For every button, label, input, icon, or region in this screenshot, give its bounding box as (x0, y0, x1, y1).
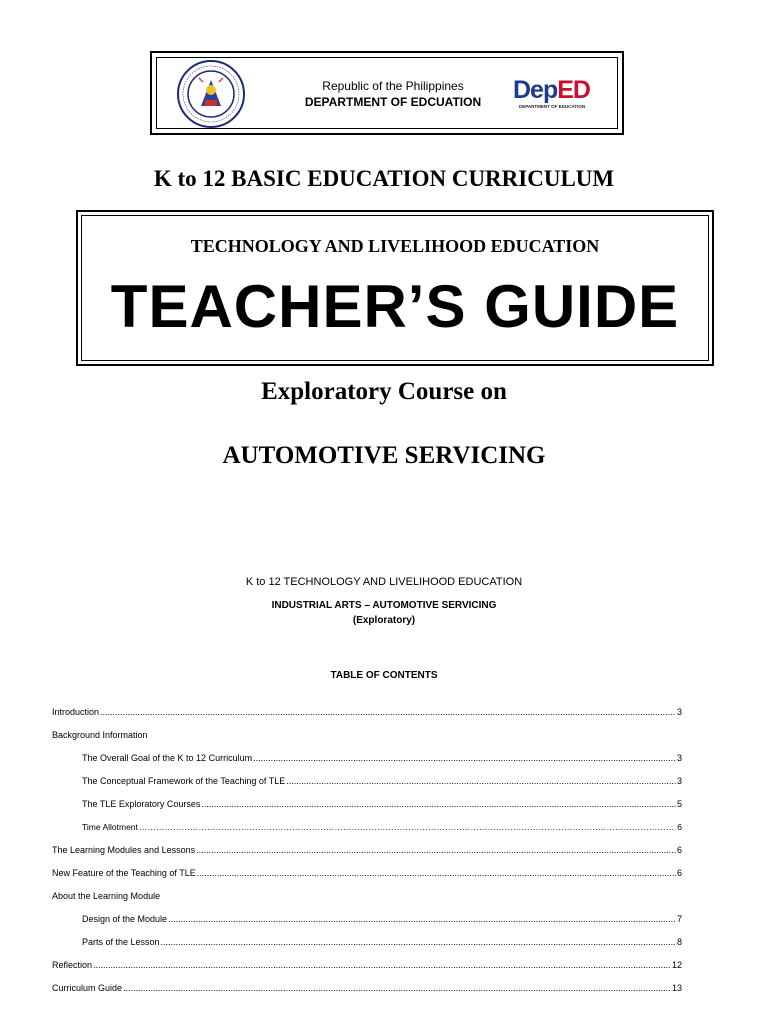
program-title: K to 12 TECHNOLOGY AND LIVELIHOOD EDUCATION (245, 576, 523, 588)
toc-leader (100, 705, 676, 719)
toc-entry-label: The Conceptual Framework of the Teaching of TLE (82, 776, 286, 786)
deped-logo-subtext: DEPARTMENT OF EDUCATION (519, 104, 586, 109)
title-box (76, 210, 714, 366)
toc-leader (161, 935, 676, 949)
kagawaran-ng-edukasyon-seal-icon (177, 60, 245, 128)
toc-leader (253, 751, 676, 765)
toc-entry[interactable] (82, 797, 682, 811)
toc-leader (93, 958, 671, 972)
toc-entry[interactable] (82, 912, 682, 926)
toc-entry-page: 3 (676, 776, 682, 786)
toc-leader (197, 866, 676, 880)
curriculum-title: K to 12 BASIC EDUCATION CURRICULUM (153, 166, 615, 191)
toc-entry-page: 5 (676, 799, 682, 809)
toc-entry-label: Reflection (52, 960, 93, 970)
header-banner-inner-border (156, 57, 618, 129)
toc-leader (286, 774, 676, 788)
toc-entry-label: Time Allotment (82, 822, 138, 832)
title-box-inner-border (81, 215, 709, 361)
toc-entry[interactable] (52, 728, 682, 742)
toc-leader (123, 981, 671, 995)
toc-entry-label: Introduction (52, 707, 100, 717)
toc-entry-page: 6 (677, 822, 682, 832)
toc-entry[interactable] (52, 866, 682, 880)
page-title: TEACHER’S GUIDE (110, 273, 680, 340)
toc-leader (201, 797, 676, 811)
toc-entry-label: About the Learning Module (52, 891, 161, 901)
toc-entry-page: 6 (676, 868, 682, 878)
toc-entry-label: The Overall Goal of the K to 12 Curriculum (82, 753, 253, 763)
toc-leader (196, 843, 676, 857)
toc-entry-page: 6 (676, 845, 682, 855)
toc-leader (139, 820, 676, 834)
toc-entry[interactable] (52, 705, 682, 719)
toc-entry-label: The TLE Exploratory Courses (82, 799, 201, 809)
course-type: (Exploratory) (352, 615, 416, 626)
toc-heading: TABLE OF CONTENTS (330, 670, 438, 681)
toc-leader (168, 912, 676, 926)
department-text: DEPARTMENT OF EDCUATION (304, 95, 482, 109)
toc-entry[interactable] (82, 751, 682, 765)
toc-entry[interactable] (82, 820, 682, 834)
toc-entry-label: Parts of the Lesson (82, 937, 160, 947)
toc-entry-label: Background Information (52, 730, 148, 740)
republic-text: Republic of the Philippines (322, 79, 464, 93)
course-intro: Exploratory Course on (261, 378, 507, 405)
toc-entry-label: New Feature of the Teaching of TLE (52, 868, 196, 878)
toc-entry[interactable] (82, 935, 682, 949)
toc-entry-page: 13 (671, 983, 682, 993)
course-name: AUTOMOTIVE SERVICING (222, 442, 546, 469)
toc-entry[interactable] (52, 981, 682, 995)
toc-entry-label: The Learning Modules and Lessons (52, 845, 196, 855)
toc-entry[interactable] (82, 774, 682, 788)
toc-entry-page: 3 (676, 753, 682, 763)
toc-entry[interactable] (52, 889, 682, 903)
toc-entry-page: 8 (676, 937, 682, 947)
deped-logo-word: DepED (513, 76, 590, 104)
header-banner (150, 51, 624, 135)
toc-entry-page: 7 (676, 914, 682, 924)
toc-entry-page: 3 (676, 707, 682, 717)
subject-title: TECHNOLOGY AND LIVELIHOOD EDUCATION (190, 236, 600, 256)
toc-entry-label: Design of the Module (82, 914, 168, 924)
toc-entry-page: 12 (671, 960, 682, 970)
deped-logo-icon (513, 76, 597, 116)
toc-entry[interactable] (52, 843, 682, 857)
strand-title: INDUSTRIAL ARTS – AUTOMOTIVE SERVICING (271, 600, 497, 611)
toc-entry[interactable] (52, 958, 682, 972)
toc-entry-label: Curriculum Guide (52, 983, 123, 993)
